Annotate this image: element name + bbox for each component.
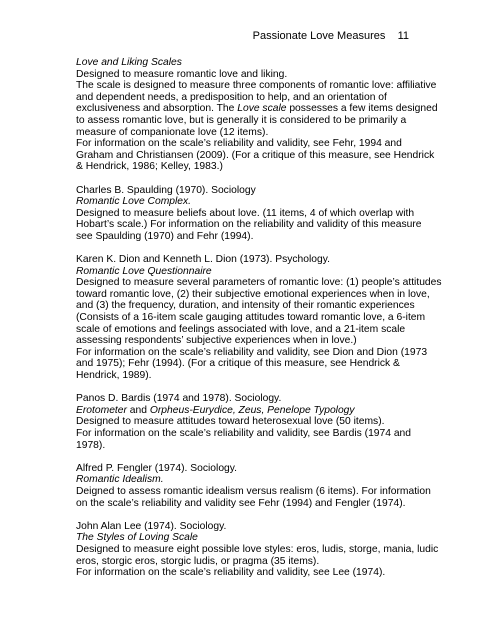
entry-heading-line: Panos D. Bardis (1974 and 1978). Sociology. <box>76 393 282 405</box>
text-line: on the scale’s reliability and validity see Fehr (1994) and Fengler (1974). <box>76 497 406 509</box>
text-line: Designed to measure beliefs about love. (11 items, 4 of which overlap with <box>76 207 415 219</box>
entry-heading-line: Love and Liking Scales <box>76 57 182 68</box>
text-line: assessing respondents’ subjective experiences when in love.) <box>76 335 357 347</box>
text-line: For information on the scale’s reliability and validity, see Bardis (1974 and <box>76 428 412 439</box>
text-span: and <box>126 404 150 416</box>
text-line: Romantic Idealism. <box>76 474 164 486</box>
text-line: Designed to measure romantic love and liking. <box>76 68 288 80</box>
text-line: Romantic Love Questionnaire <box>76 265 212 277</box>
text-line: Hendrick, 1989). <box>76 370 152 382</box>
text-span: exclusiveness and absorption. The <box>76 103 238 115</box>
text-line: Romantic Love Complex. <box>76 196 192 208</box>
text-line: Designed to measure eight possible love styles: eros, ludis, storge, mania, ludic <box>76 543 439 555</box>
running-header <box>253 30 409 43</box>
text-line: The Styles of Loving Scale <box>76 532 198 544</box>
text-line: measure of companionate love (12 items). <box>76 126 269 138</box>
text-line: For information on the scale’s reliability and validity, see Lee (1974). <box>76 567 386 579</box>
text-span: possesses a few items designed <box>286 103 438 115</box>
page-number: 11 <box>397 30 409 42</box>
text-line: eros, storgic eros, storgic ludis, or pragma (35 items). <box>76 555 320 567</box>
text-line: For information on the scale’s reliability and validity, see Dion and Dion (1973 <box>76 346 428 358</box>
text-line <box>76 405 421 417</box>
text-line: Graham and Christiansen (2009). (For a critique of this measure, see Hendrick <box>76 149 435 161</box>
italic-title-span: Erotometer <box>76 404 127 416</box>
entry-block <box>76 462 431 509</box>
text-line: & Hendrick, 1986; Kelley, 1983.) <box>76 161 223 173</box>
entry-heading-line: Alfred P. Fengler (1974). Sociology. <box>76 462 238 474</box>
text-line: and dependent needs, a predisposition to help, and an orientation of <box>76 91 387 103</box>
entry-block <box>76 254 442 382</box>
entry-heading-line: John Alan Lee (1974). Sociology. <box>76 520 227 532</box>
text-line: Designed to measure several parameters of romantic love: (1) people’s attitudes <box>76 277 442 289</box>
text-line: scale of emotions and feelings associated with love, and a 21-item scale <box>76 323 406 335</box>
text-line: (Consists of a 16-item scale gauging attitudes toward romantic love, a 6-item <box>76 312 426 324</box>
body-text <box>76 57 442 590</box>
text-line: Deigned to assess romantic idealism versus realism (6 items). For information <box>76 485 431 497</box>
entry-block <box>76 57 438 173</box>
entry-block <box>76 185 421 243</box>
text-line: and (3) the frequency, duration, and intensity of their romantic experiences <box>76 300 415 312</box>
italic-title-span: Orpheus-Eurydice, Zeus, Penelope Typology <box>149 404 355 416</box>
entry-heading-line: Charles B. Spaulding (1970). Sociology <box>76 184 256 196</box>
text-line: see Spaulding (1970) and Fehr (1994). <box>76 230 254 242</box>
text-line: The scale is designed to measure three components of romantic love: affiliative <box>76 80 437 92</box>
text-line: Designed to measure attitudes toward heterosexual love (50 items). <box>76 416 385 428</box>
text-line: 1978). <box>76 439 106 451</box>
entry-block <box>76 393 421 451</box>
text-line: to assess romantic love, but is generally it is considered to be primarily a <box>76 114 407 126</box>
entry-heading-line: Karen K. Dion and Kenneth L. Dion (1973). Psychology. <box>76 254 330 266</box>
text-line: toward romantic love, (2) their subjective emotional experiences when in love, <box>76 288 430 300</box>
entry-block <box>76 520 439 579</box>
italic-title-span: Love scale <box>237 103 287 115</box>
text-line: Hobart’s scale.) For information on the reliability and validity of this measure <box>76 219 422 231</box>
text-line: and 1975); Fehr (1994). (For a critique of this measure, see Hendrick & <box>76 358 400 370</box>
text-line: For information on the scale’s reliability and validity, see Fehr, 1994 and <box>76 138 402 150</box>
running-title: Passionate Love Measures <box>252 30 386 42</box>
text-line <box>76 103 438 115</box>
